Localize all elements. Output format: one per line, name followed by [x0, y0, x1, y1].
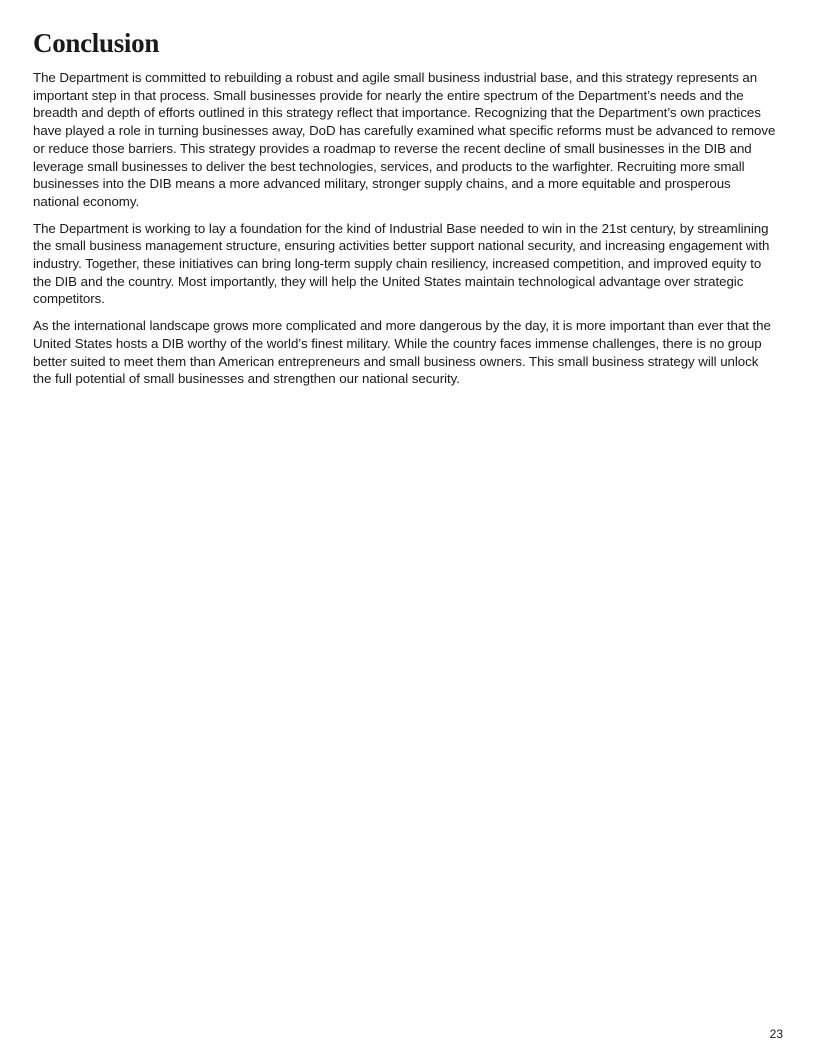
page-number: 23 — [769, 1027, 783, 1041]
paragraph: The Department is committed to rebuilding a robust and agile small business industrial base, and this strategy represents an important step in that process. Small businesses provide for nearly the entire spectrum of the Department’s needs and the breadth and depth of efforts outlined in this strategy reflect that importance. Recognizing that the Department’s own practices have played a role in turning businesses away, DoD has carefully examined what specific reforms must be advanced to remove or reduce those barriers. This strategy provides a roadmap to reverse the recent decline of small businesses in the DIB and leverage small businesses to deliver the best technologies, services, and products to the warfighter. Recruiting more small businesses into the DIB means a more advanced military, stronger supply chains, and a more equitable and prosperous national economy. — [33, 70, 776, 209]
section-heading: Conclusion — [33, 28, 160, 58]
paragraph: The Department is working to lay a foundation for the kind of Industrial Base needed to win in the 21st century, by streamlining the small business management structure, ensuring activities better support national security, and increasing engagement with industry. Together, these initiatives can bring long-term supply chain resiliency, increased competition, and improved equity to the DIB and the country. Most importantly, they will help the United States maintain technological advantage over strategic competitors. — [33, 220, 770, 307]
paragraph: As the international landscape grows more complicated and more dangerous by the day, it is more important than ever that the United States hosts a DIB worthy of the world’s finest military. While the country faces immense challenges, there is no group better suited to meet them than American entrepreneurs and small business owners. This small business strategy will unlock the full potential of small businesses and strengthen our national security. — [33, 318, 771, 387]
document-page — [33, 26, 778, 397]
